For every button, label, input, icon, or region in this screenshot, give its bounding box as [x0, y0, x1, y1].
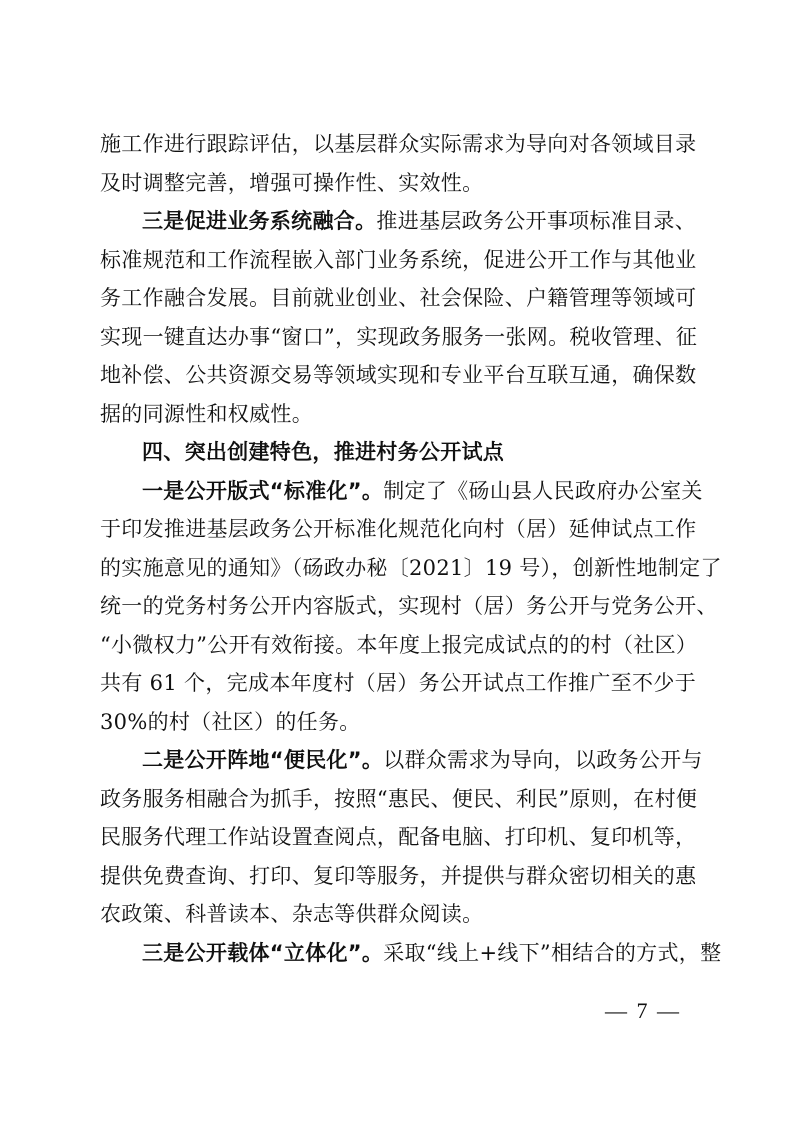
page-number: — 7 —	[605, 998, 681, 1023]
paragraph-lead-line	[100, 472, 703, 511]
paragraph-text: 以群众需求为导向，以政务公开与	[383, 748, 703, 772]
paragraph-lead: 三是公开载体“立体化”。	[142, 940, 384, 965]
paragraph-text: 采取“线上+线下”相结合的方式，整	[383, 940, 722, 965]
body-line: 农政策、科普读本、杂志等供群众阅读。	[100, 902, 484, 926]
body-line: 地补偿、公共资源交易等领域实现和专业平台互联互通，确保数	[100, 363, 697, 387]
body-line: 及时调整完善，增强可操作性、实效性。	[100, 170, 484, 195]
paragraph-text: 推进基层政务公开事项标准目录、	[376, 209, 696, 233]
body-line: “小微权力”公开有效衔接。本年度上报完成试点的的村（社区）	[100, 632, 698, 657]
body-line: 提供免费查询、打印、复印等服务，并提供与群众密切相关的惠	[100, 863, 697, 888]
paragraph-lead: 三是促进业务系统融合。	[142, 209, 377, 233]
body-line: 标准规范和工作流程嵌入部门业务系统，促进公开工作与其他业	[100, 247, 697, 272]
document-body	[100, 125, 722, 972]
paragraph-lead: 一是公开版式“标准化”。	[142, 478, 384, 503]
paragraph-lead-line	[100, 741, 703, 780]
paragraph-lead: 二是公开阵地“便民化”。	[142, 748, 384, 772]
paragraph-text: 制定了《砀山县人民政府办公室关	[383, 478, 703, 503]
body-line: 30%的村（社区）的任务。	[100, 709, 361, 734]
paragraph-lead-line	[100, 202, 696, 241]
body-line: 民服务代理工作站设置查阅点，配备电脑、打印机、复印机等，	[100, 825, 697, 849]
body-line: 于印发推进基层政务公开标准化规范化向村（居）延伸试点工作	[100, 517, 697, 541]
body-line: 施工作进行跟踪评估，以基层群众实际需求为导向对各领域目录	[100, 132, 697, 156]
body-line: 的实施意见的通知》（砀政办秘〔2021〕19 号），创新性地制定了	[100, 555, 722, 580]
body-line: 共有 61 个，完成本年度村（居）务公开试点工作推广至不少于	[100, 671, 696, 695]
body-line: 实现一键直达办事“窗口”，实现政务服务一张网。税收管理、征	[100, 324, 698, 349]
body-line: 务工作融合发展。目前就业创业、社会保险、户籍管理等领域可	[100, 286, 697, 310]
section-heading: 四、突出创建特色，推进村务公开试点	[142, 440, 505, 464]
body-line: 政务服务相融合为抓手，按照“惠民、便民、利民”原则，在村便	[100, 786, 698, 811]
body-line: 据的同源性和权威性。	[100, 401, 313, 426]
paragraph-lead-line	[100, 934, 722, 973]
body-line: 统一的党务村务公开内容版式，实现村（居）务公开与党务公开、	[100, 594, 718, 618]
